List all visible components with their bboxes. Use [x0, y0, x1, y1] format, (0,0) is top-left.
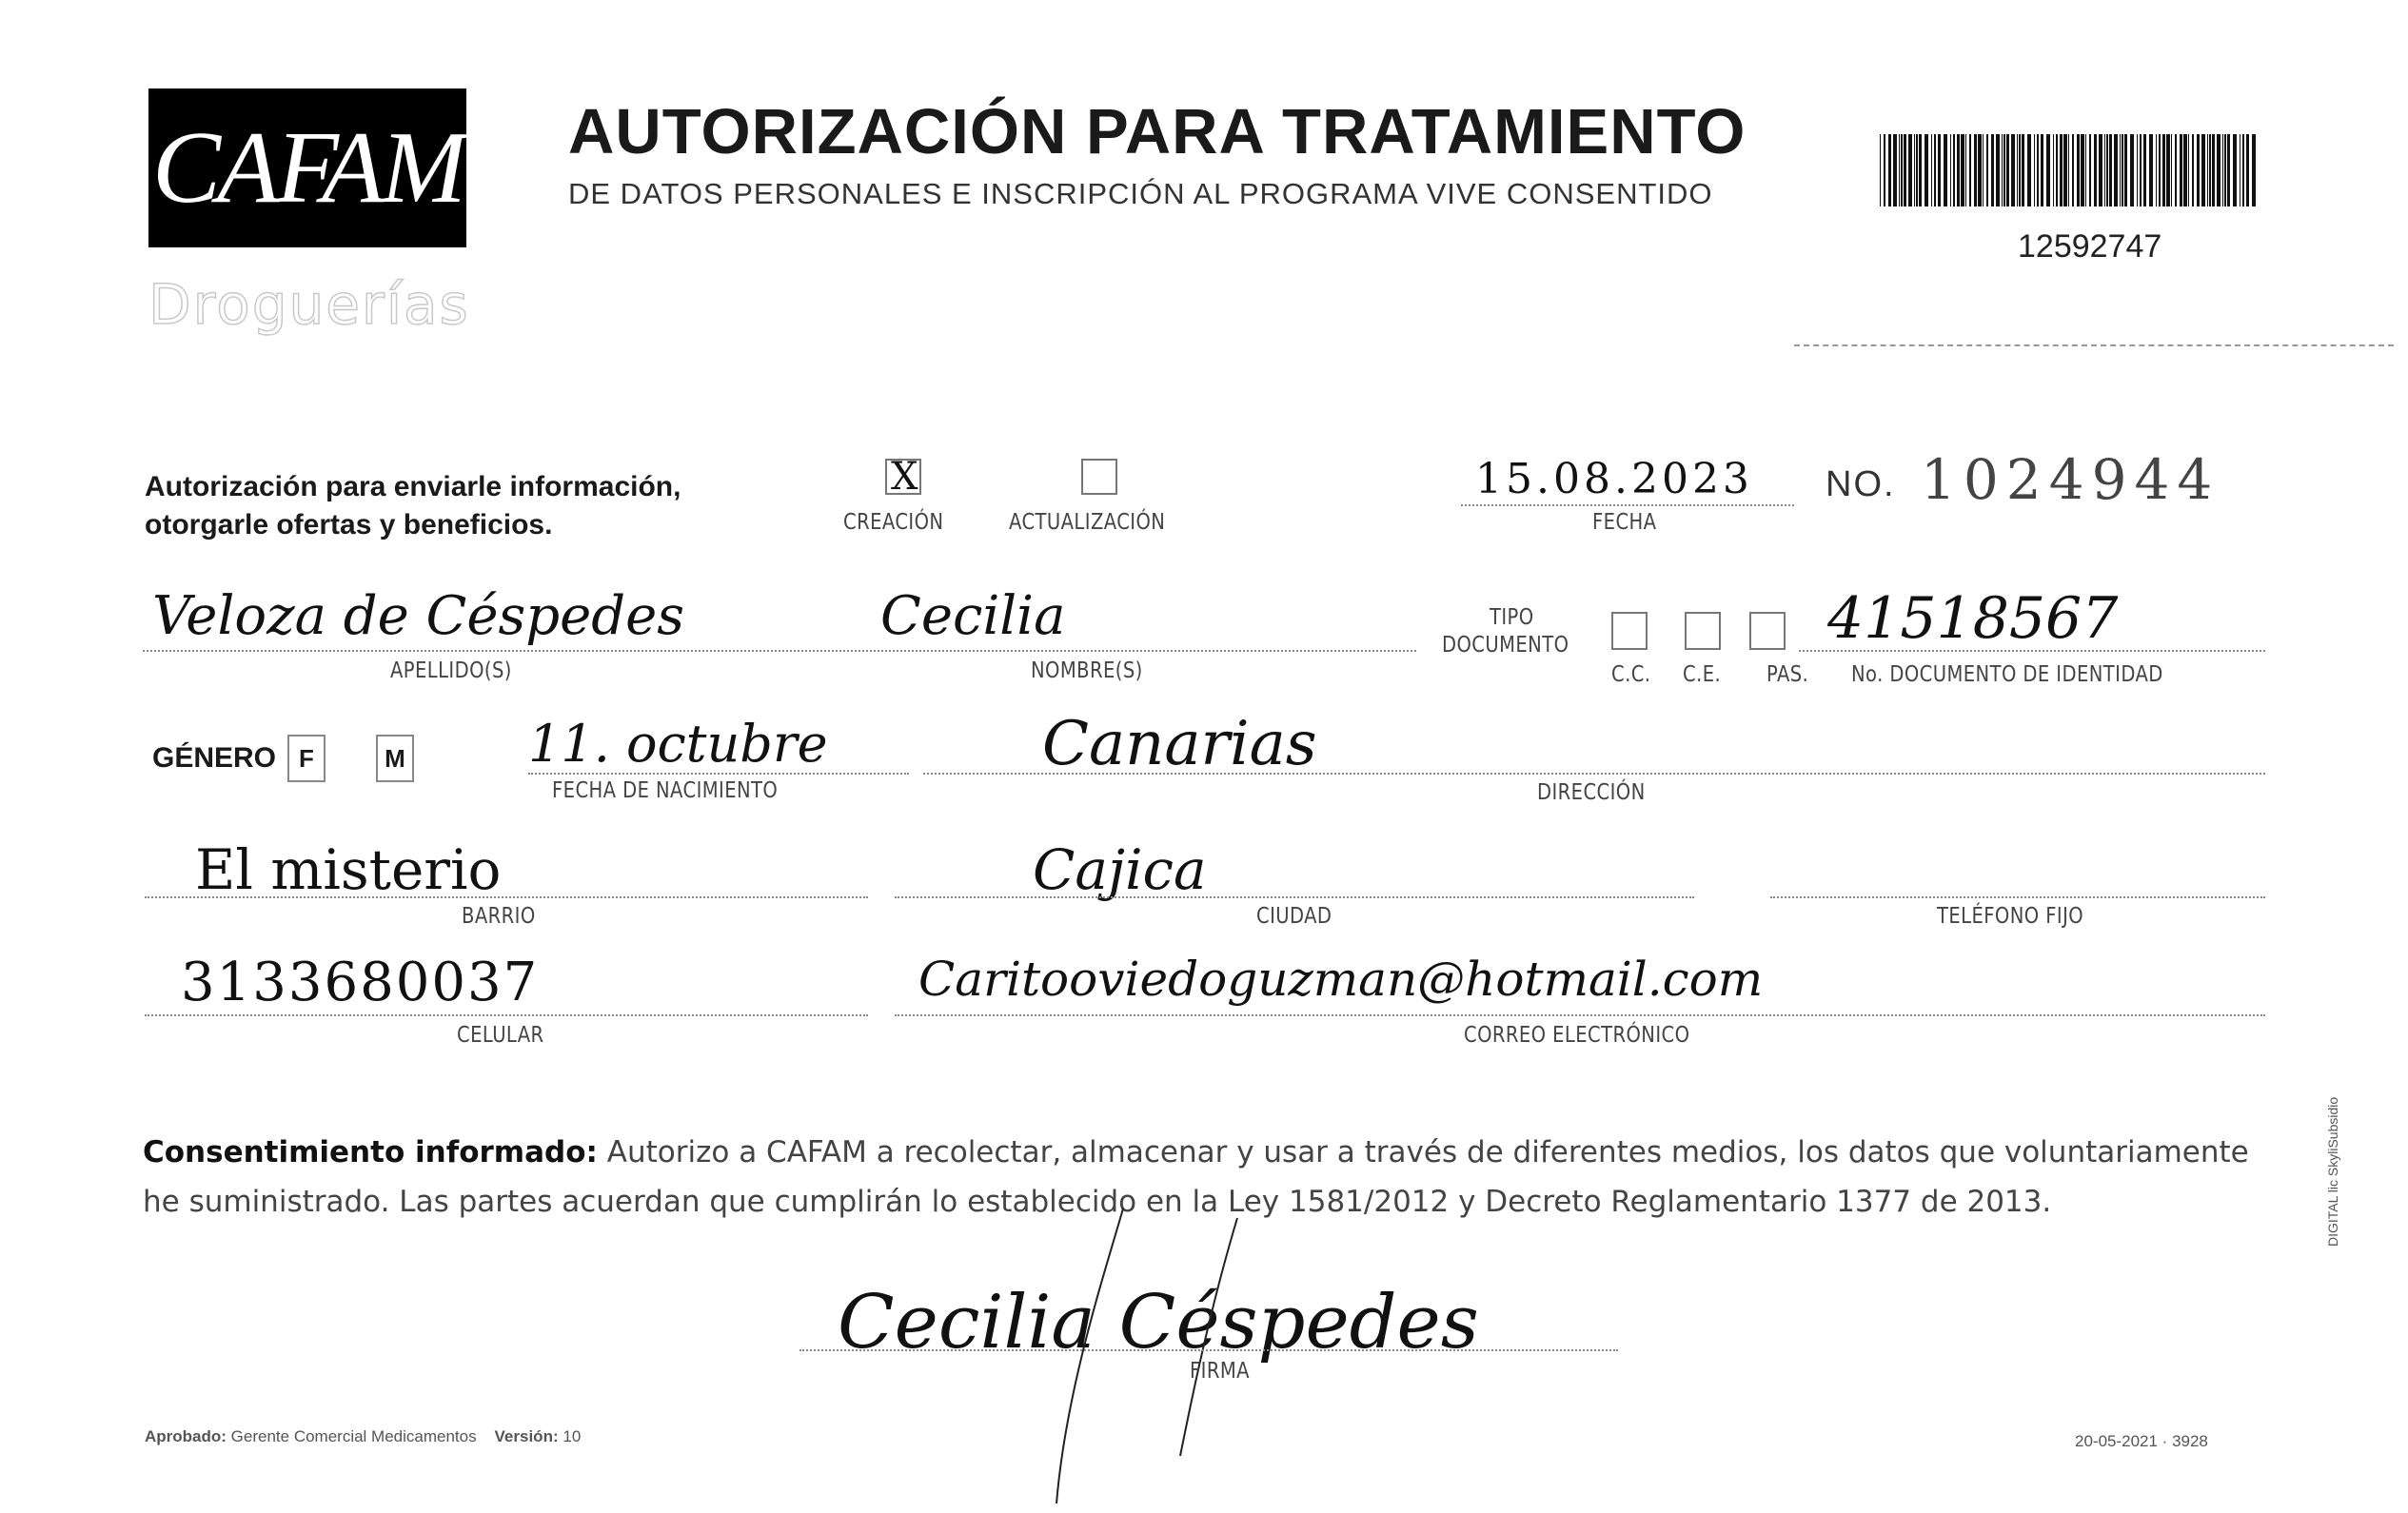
barcode-bar [1908, 134, 1912, 206]
documento-label: DOCUMENTO [1442, 633, 1569, 658]
pas-checkbox[interactable] [1749, 612, 1786, 650]
barcode-bar [2217, 134, 2220, 206]
date-value: 15.08.2023 [1475, 455, 1753, 503]
aprobado-value: Gerente Comercial Medicamentos [230, 1427, 477, 1445]
intro-text [145, 468, 792, 544]
barcode-bar [1969, 134, 1971, 206]
barcode-bar [2246, 134, 2249, 206]
barcode-bar [2252, 134, 2256, 206]
barcode-bar [1983, 134, 1984, 206]
apellidos-label: APELLIDO(S) [390, 658, 512, 683]
barcode-bar [2224, 134, 2226, 206]
barcode-bar [2081, 134, 2084, 206]
date-label: FECHA [1592, 510, 1657, 535]
apellidos-line [143, 650, 799, 652]
telefono-line [1770, 896, 2265, 898]
logo-subtext: Droguerías [148, 272, 470, 337]
barcode-bar [1953, 134, 1955, 206]
barcode-bar [1986, 134, 1988, 206]
barcode-bar [2180, 134, 2182, 206]
nacimiento-value[interactable]: 11. octubre [528, 714, 828, 774]
ciudad-value[interactable]: Cajica [1033, 837, 1207, 902]
document-title: AUTORIZACIÓN PARA TRATAMIENTO [568, 96, 1747, 167]
direccion-value[interactable]: Canarias [1042, 709, 1317, 779]
cc-label: C.C. [1611, 662, 1651, 687]
actualizacion-checkbox[interactable] [1081, 459, 1117, 495]
barcode-bar [2124, 134, 2127, 206]
barrio-label: BARRIO [462, 904, 536, 929]
barcode-bar [2137, 134, 2138, 206]
intro-line-2: otorgarle ofertas y beneficios. [145, 509, 553, 540]
celular-value[interactable]: 3133680037 [181, 952, 540, 1013]
footer-vertical-text: DIGITAL lic SkyliSubsidio [2325, 1096, 2340, 1247]
barcode-bar [2094, 134, 2097, 206]
barcode-bar [1957, 134, 1960, 206]
barcode-bar [1888, 134, 1891, 206]
barrio-line [145, 896, 868, 898]
genero-f-checkbox[interactable]: F [287, 735, 326, 782]
creacion-checkbox[interactable] [885, 455, 921, 499]
barcode-bar [1884, 134, 1885, 206]
barcode-bar [1961, 134, 1964, 206]
barcode-bar [2046, 134, 2050, 206]
consent-text: Autorizo a CAFAM a recolectar, almacenar y usar a través de diferentes medios, los datos que voluntariamente he suministrado. Las partes acuerdan que cumplirán lo establecido en la Ley 1581/2012 y Decreto Reglamentario 1377 de 2013. [143, 1135, 2249, 1219]
direccion-line [923, 773, 2265, 775]
document-subtitle: DE DATOS PERSONALES E INSCRIPCIÓN AL PROGRAMA VIVE CONSENTIDO [568, 177, 1713, 210]
barcode-bar [1924, 134, 1928, 206]
barcode-bar [2192, 134, 2194, 206]
barcode-bar [2183, 134, 2187, 206]
barcode-bar [2056, 134, 2058, 206]
barcode-number: 12592747 [2018, 228, 2162, 265]
barcode-bar [1974, 134, 1977, 206]
barcode-bar [2212, 134, 2215, 206]
documento-id-label: No. DOCUMENTO DE IDENTIDAD [1851, 662, 2163, 687]
genero-m-checkbox[interactable]: M [376, 735, 414, 782]
barcode-bar [2143, 134, 2146, 206]
date-line [1461, 504, 1794, 506]
barcode-bar [2002, 134, 2003, 206]
signature-label: FIRMA [1190, 1359, 1250, 1384]
barcode-bar [1991, 134, 1994, 206]
barcode-bar [2130, 134, 2134, 206]
barcode-bar [1880, 134, 1881, 206]
barcode-bar [2188, 134, 2189, 206]
barcode-bar [1899, 134, 1900, 206]
barcode-bar [2114, 134, 2118, 206]
correo-value[interactable]: Caritooviedoguzman@hotmail.com [918, 952, 1764, 1007]
barcode-bar [2104, 134, 2105, 206]
ce-checkbox[interactable] [1685, 612, 1721, 650]
barcode-bar [2162, 134, 2165, 206]
actualizacion-label: ACTUALIZACIÓN [1009, 510, 1166, 535]
barcode-bar [2207, 134, 2208, 206]
barcode-bar [2034, 134, 2035, 206]
barcode-bar [2149, 134, 2153, 206]
cafam-logo [148, 88, 466, 247]
barcode-bar [2122, 134, 2123, 206]
barcode-bar [2089, 134, 2091, 206]
ciudad-label: CIUDAD [1256, 904, 1332, 929]
footer-approval [145, 1427, 581, 1446]
consent-bold: Consentimiento informado: [143, 1135, 598, 1169]
correo-line [895, 1014, 2265, 1016]
barcode-bar [2006, 134, 2009, 206]
nacimiento-line [528, 773, 909, 775]
barcode-bar [2077, 134, 2080, 206]
pas-label: PAS. [1767, 662, 1809, 687]
intro-line-1: Autorización para enviarle información, [145, 471, 681, 502]
barcode-bar [2037, 134, 2039, 206]
barcode-bar [2053, 134, 2054, 206]
no-value: 1024944 [1921, 447, 2220, 512]
barcode-bar [1944, 134, 1947, 206]
telefono-label[interactable]: TELÉFONO FIJO [1937, 904, 2084, 929]
barcode-bar [2222, 134, 2223, 206]
barcode-bar [2233, 134, 2237, 206]
version-value: 10 [563, 1427, 582, 1445]
barcode-bar [2063, 134, 2067, 206]
tipo-label: TIPO [1490, 605, 1534, 630]
barcode-bar [2140, 134, 2142, 206]
barcode-bar [1916, 134, 1918, 206]
signature-value[interactable]: Cecilia Céspedes [838, 1280, 1479, 1366]
barcode-bar [2197, 134, 2200, 206]
barcode-bar [2085, 134, 2086, 206]
barcode-bar [2027, 134, 2031, 206]
barcode-bar [2171, 134, 2172, 206]
barcode-bar [1950, 134, 1951, 206]
cc-checkbox[interactable] [1611, 612, 1648, 650]
aprobado-label: Aprobado: [145, 1427, 227, 1445]
barcode-bar [1934, 134, 1936, 206]
barcode-bar [2041, 134, 2043, 206]
documento-line [1799, 650, 2265, 652]
logo-text: CAFAM [152, 111, 463, 225]
barcode-bar [2166, 134, 2170, 206]
barcode-bar [1965, 134, 1966, 206]
celular-label: CELULAR [457, 1023, 544, 1048]
barcode-bar [2022, 134, 2024, 206]
genero-label: GÉNERO [152, 742, 277, 774]
celular-line [145, 1014, 868, 1016]
direccion-label: DIRECCIÓN [1537, 780, 1646, 805]
barcode-bar [2003, 134, 2005, 206]
barcode-bar [1901, 134, 1903, 206]
barcode-bar [2175, 134, 2177, 206]
barcode-bar [1893, 134, 1897, 206]
signature-line [799, 1349, 1618, 1351]
barcode-bar [2109, 134, 2112, 206]
nombres-line [798, 650, 1416, 652]
barcode-bar [2159, 134, 2161, 206]
barcode-bar [1904, 134, 1906, 206]
creacion-mark: X [891, 455, 918, 499]
barcode-bar [2099, 134, 2102, 206]
barcode-bar [2060, 134, 2063, 206]
barcode-bar [1931, 134, 1932, 206]
barrio-value[interactable]: El misterio [195, 837, 502, 902]
barcode-bar [2242, 134, 2244, 206]
version-label: Versión: [494, 1427, 559, 1445]
barcode-bar [2017, 134, 2018, 206]
barcode-bar [2209, 134, 2211, 206]
barcode-bar [2011, 134, 2015, 206]
barcode-bar [2201, 134, 2205, 206]
creacion-label: CREACIÓN [843, 510, 944, 535]
nacimiento-label: FECHA DE NACIMIENTO [552, 778, 779, 803]
barcode-bar [2019, 134, 2021, 206]
barcode-bar [2072, 134, 2074, 206]
divider [1794, 344, 2394, 346]
barcode-bar [1978, 134, 1982, 206]
no-label: NO. [1826, 464, 1896, 504]
apellidos-value[interactable]: Veloza de Céspedes [152, 585, 684, 647]
barcode-bar [1996, 134, 2000, 206]
ce-label: C.E. [1683, 662, 1722, 687]
signature-stroke-icon [1047, 1199, 1275, 1513]
documento-value[interactable]: 41518567 [1827, 585, 2119, 652]
barcode-bar [1919, 134, 1922, 206]
nombres-value[interactable]: Cecilia [880, 585, 1066, 647]
barcode-bar [2068, 134, 2069, 206]
barcode-bar [2156, 134, 2157, 206]
barcode-bar [2120, 134, 2121, 206]
ciudad-line [895, 896, 1694, 898]
correo-label: CORREO ELECTRÓNICO [1464, 1023, 1690, 1048]
footer-code: 20-05-2021 · 3928 [2075, 1432, 2208, 1450]
barcode-bar [2106, 134, 2108, 206]
barcode-icon [1880, 134, 2260, 206]
nombres-label: NOMBRE(S) [1031, 658, 1143, 683]
barcode-bar [1914, 134, 1915, 206]
barcode-bar [2227, 134, 2230, 206]
barcode-bar [1938, 134, 1941, 206]
